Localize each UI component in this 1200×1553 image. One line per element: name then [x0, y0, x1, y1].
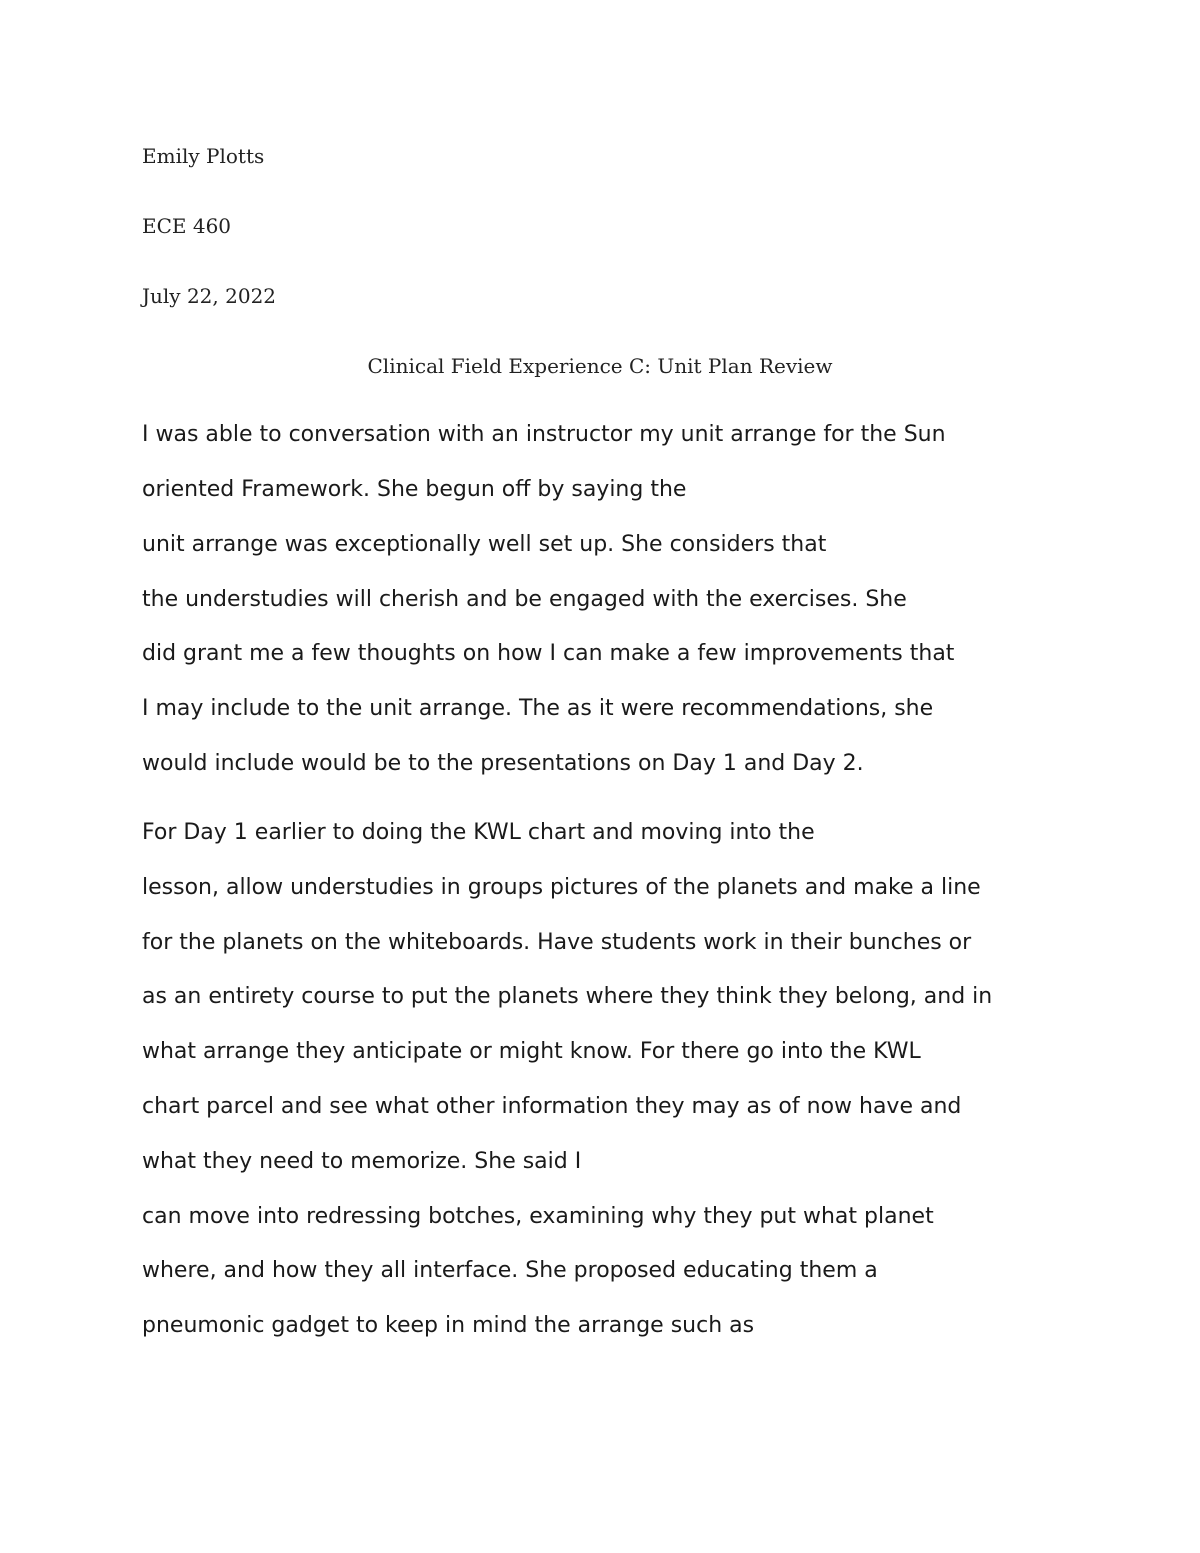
document-date: July 22, 2022	[142, 284, 277, 308]
text-line: unit arrange was exceptionally well set up. She considers that	[142, 532, 827, 557]
text-line: I was able to conversation with an instructor my unit arrange for the Sun	[142, 422, 946, 447]
text-line: can move into redressing botches, examining why they put what planet	[142, 1204, 934, 1229]
text-line: I may include to the unit arrange. The as it were recommendations, she	[142, 696, 934, 721]
text-line: what arrange they anticipate or might know. For there go into the KWL	[142, 1039, 921, 1064]
text-line: as an entirety course to put the planets where they think they belong, and in	[142, 984, 993, 1009]
course-code: ECE 460	[142, 214, 232, 238]
text-line: for the planets on the whiteboards. Have students work in their bunches or	[142, 930, 972, 955]
text-line: where, and how they all interface. She proposed educating them a	[142, 1258, 878, 1283]
text-line: chart parcel and see what other information they may as of now have and	[142, 1094, 962, 1119]
text-line: the understudies will cherish and be engaged with the exercises. She	[142, 587, 907, 612]
text-line: lesson, allow understudies in groups pictures of the planets and make a line	[142, 875, 981, 900]
text-line: what they need to memorize. She said I	[142, 1149, 582, 1174]
text-line: would include would be to the presentations on Day 1 and Day 2.	[142, 751, 864, 776]
document-title: Clinical Field Experience C: Unit Plan Review	[367, 354, 833, 378]
text-line: oriented Framework. She begun off by saying the	[142, 477, 687, 502]
author-name: Emily Plotts	[142, 144, 265, 168]
text-line: pneumonic gadget to keep in mind the arrange such as	[142, 1313, 755, 1338]
text-line: did grant me a few thoughts on how I can make a few improvements that	[142, 641, 955, 666]
text-line: For Day 1 earlier to doing the KWL chart and moving into the	[142, 820, 815, 845]
